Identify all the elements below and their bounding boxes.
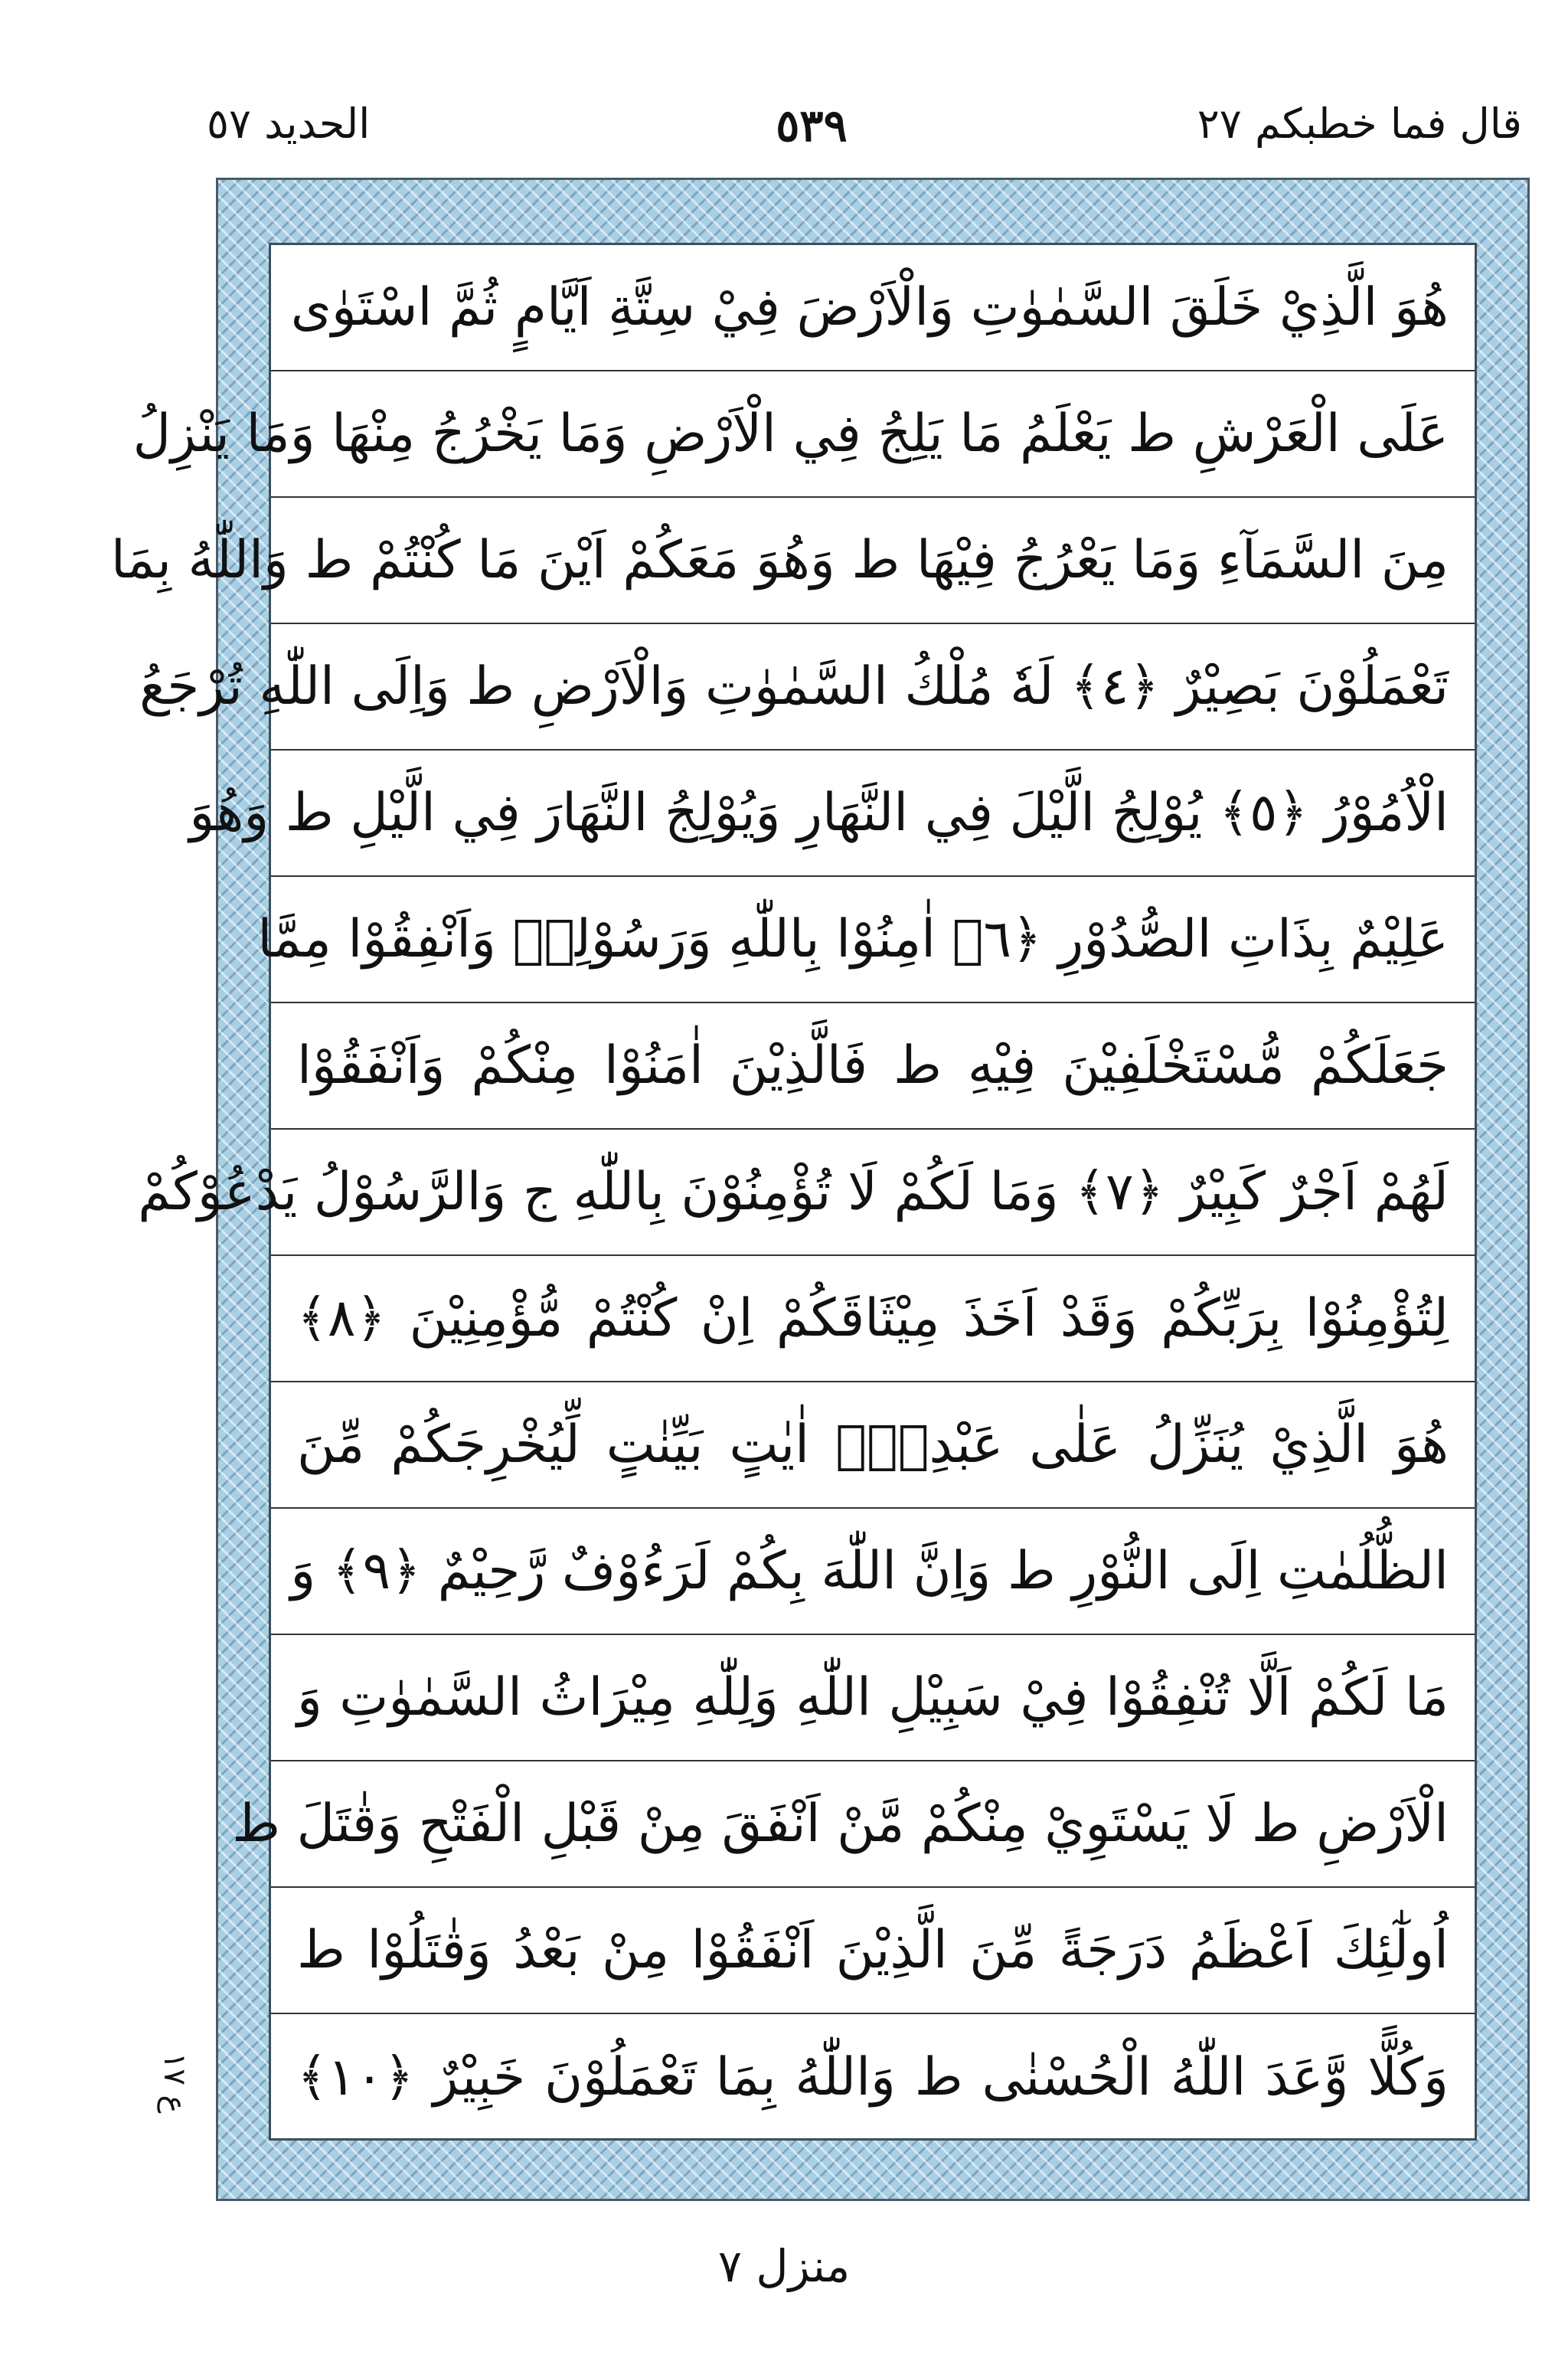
verse-text: الظُّلُمٰتِ اِلَى النُّوْرِ ط وَاِنَّ اللّٰهَ بِكُمْ لَرَءُوْفٌ رَّحِيْمٌ ﴿٩﴾ وَ <box>290 1540 1449 1601</box>
manzil-footer: منزل ٧ <box>717 2240 851 2292</box>
text-line <box>110 498 1475 624</box>
verse-text: مِنَ السَّمَآءِ وَمَا يَعْرُجُ فِيْهَا ط وَهُوَ مَعَكُمْ اَيْنَ مَا كُنْتُمْ ط وَاللّٰهُ بِمَا <box>110 529 1449 590</box>
text-line <box>271 1003 1475 1130</box>
verse-text: اُولٰٓئِكَ اَعْظَمُ دَرَجَةً مِّنَ الَّذِيْنَ اَنْفَقُوْا مِنْ بَعْدُ وَقٰتَلُوْا ط <box>297 1919 1449 1980</box>
text-line <box>271 1888 1475 2014</box>
text-line <box>189 751 1475 877</box>
text-line <box>271 245 1475 371</box>
verse-text: هُوَ الَّذِيْ يُنَزِّلُ عَلٰى عَبْدِهٖٓ اٰيٰتٍ بَيِّنٰتٍ لِّيُخْرِجَكُمْ مِّنَ <box>297 1414 1449 1475</box>
ruku-marker: ع ١٧ <box>157 2052 192 2114</box>
verse-text: الْاُمُوْرُ ﴿٥﴾ يُوْلِجُ الَّيْلَ فِي النَّهَارِ وَيُوْلِجُ النَّهَارَ فِي الَّيْلِ ط وَهُوَ <box>189 782 1449 843</box>
text-line <box>232 1761 1475 1888</box>
text-line <box>257 877 1475 1003</box>
verse-text: وَكُلًّا وَّعَدَ اللّٰهُ الْحُسْنٰى ط وَاللّٰهُ بِمَا تَعْمَلُوْنَ خَبِيْرٌ ﴿١٠﴾ <box>297 2046 1449 2108</box>
text-line <box>139 624 1475 751</box>
verse-text: عَلَى الْعَرْشِ ط يَعْلَمُ مَا يَلِجُ فِي الْاَرْضِ وَمَا يَخْرُجُ مِنْهَا وَمَا يَنْزِلُ <box>132 403 1449 464</box>
verse-text: عَلِيْمٌ بِذَاتِ الصُّدُوْرِ ﴿٦﴾ اٰمِنُوْا بِاللّٰهِ وَرَسُوْلِهٖ وَاَنْفِقُوْا مِمَّا <box>257 908 1449 970</box>
surah-title: الحدید ٥٧ <box>207 100 371 148</box>
verse-text: لِتُؤْمِنُوْا بِرَبِّكُمْ وَقَدْ اَخَذَ مِيْثَاقَكُمْ اِنْ كُنْتُمْ مُّؤْمِنِيْنَ ﴿٨﴾ <box>297 1287 1449 1349</box>
verse-text: هُوَ الَّذِيْ خَلَقَ السَّمٰوٰتِ وَالْاَرْضَ فِيْ سِتَّةِ اَيَّامٍ ثُمَّ اسْتَوٰى <box>290 276 1449 338</box>
text-line <box>271 1256 1475 1382</box>
text-line <box>138 1130 1475 1256</box>
verse-text: تَعْمَلُوْنَ بَصِيْرٌ ﴿٤﴾ لَهٗ مُلْكُ السَّمٰوٰتِ وَالْاَرْضِ ط وَاِلَى اللّٰهِ تُرْجَعُ <box>139 656 1449 717</box>
page-number: ٥٣٩ <box>776 100 848 152</box>
verse-text: الْاَرْضِ ط لَا يَسْتَوِيْ مِنْكُمْ مَّنْ اَنْفَقَ مِنْ قَبْلِ الْفَتْحِ وَقٰتَلَ ط <box>232 1793 1449 1854</box>
text-line <box>271 2014 1475 2141</box>
page-header <box>0 100 1568 168</box>
text-line <box>271 1382 1475 1509</box>
verse-text: لَهُمْ اَجْرٌ كَبِيْرٌ ﴿٧﴾ وَمَا لَكُمْ لَا تُؤْمِنُوْنَ بِاللّٰهِ ج وَالرَّسُوْلُ يَدْعُوْكُمْ <box>138 1161 1449 1222</box>
verse-text: جَعَلَكُمْ مُّسْتَخْلَفِيْنَ فِيْهِ ط فَالَّذِيْنَ اٰمَنُوْا مِنْكُمْ وَاَنْفَقُوْا <box>297 1035 1449 1096</box>
text-line <box>271 1635 1475 1761</box>
text-line <box>132 371 1475 498</box>
juz-title: قال فما خطبكم ٢٧ <box>1197 100 1522 148</box>
text-line <box>271 1509 1475 1635</box>
verse-text: مَا لَكُمْ اَلَّا تُنْفِقُوْا فِيْ سَبِيْلِ اللّٰهِ وَلِلّٰهِ مِيْرَاثُ السَّمٰوٰتِ وَ <box>297 1666 1449 1728</box>
